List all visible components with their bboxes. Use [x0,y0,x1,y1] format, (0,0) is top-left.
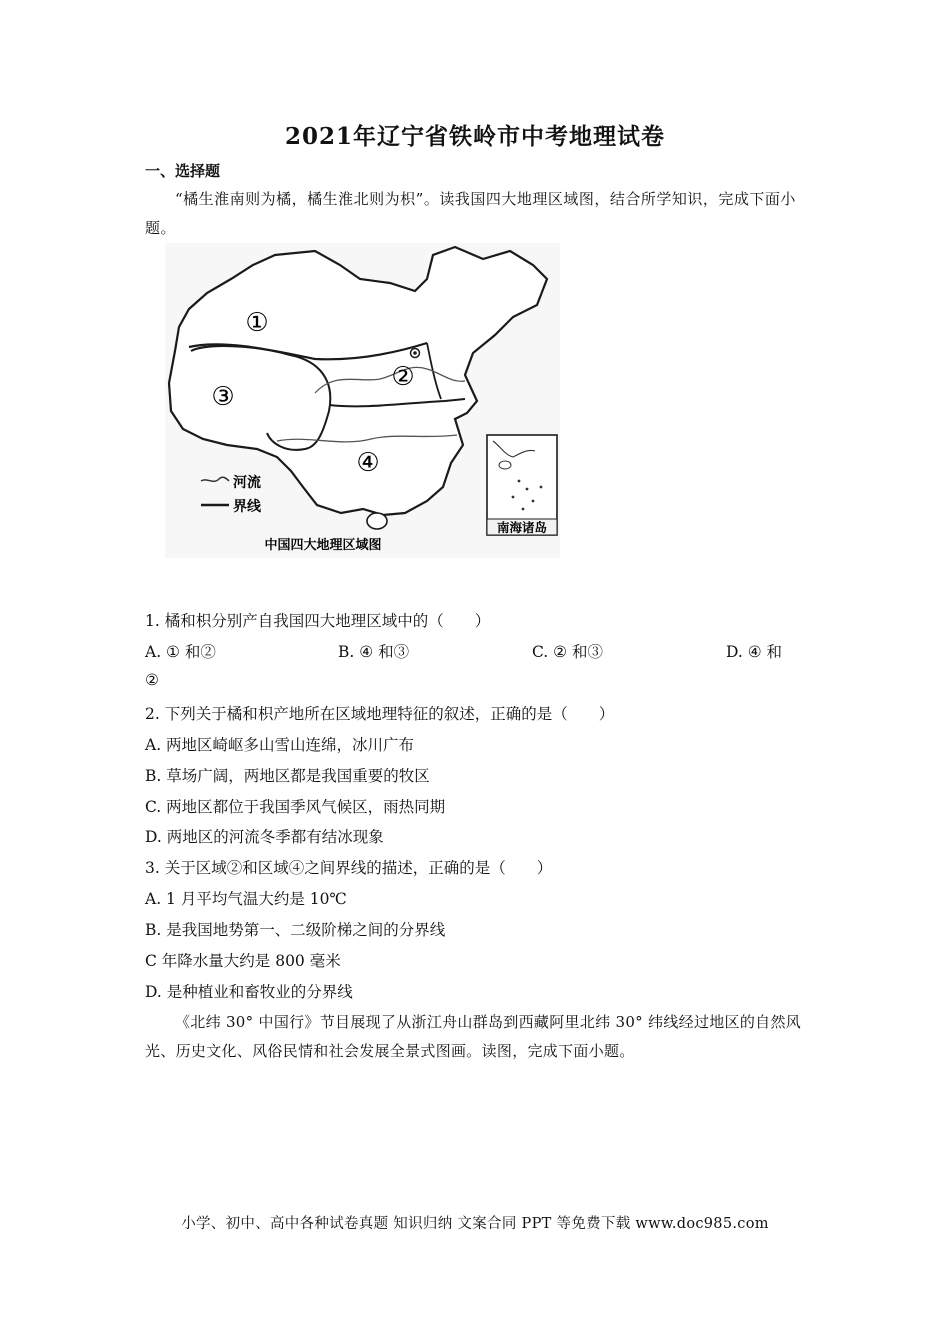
section-heading: 一、选择题 [145,162,221,180]
question-3-stem: 3. 关于区域②和区域④之间界线的描述，正确的是（ ） [145,859,553,877]
legend-boundary-label: 界线 [233,499,261,515]
region-label-1: ① [245,308,269,338]
question-3-option-b: B. 是我国地势第一、二级阶梯之间的分界线 [145,921,446,939]
inset-caption: 南海诸岛 [496,520,548,535]
inset-island [512,496,515,499]
question-3-option-d: D. 是种植业和畜牧业的分界线 [145,983,353,1001]
question-2-option-a: A. 两地区崎岖多山雪山连绵，冰川广布 [145,736,415,754]
question-1-stem: 1. 橘和枳分别产自我国四大地理区域中的（ ） [145,612,491,630]
question-1-option-d: D. ④ 和 [726,643,783,661]
capital-dot [413,351,417,355]
hainan-island [367,513,387,529]
question-1-option-d-continued: ② [145,671,159,689]
question-2-stem: 2. 下列关于橘和枳产地所在区域地理特征的叙述，正确的是（ ） [145,705,615,723]
inset-island [522,508,525,511]
intro-paragraph-1: “橘生淮南则为橘，橘生淮北则为枳”。读我国四大地理区域图，结合所学知识，完成下面小题。 [145,190,796,237]
legend-river-label: 河流 [233,475,261,491]
question-1-option-b: B. ④ 和③ [338,643,410,661]
intro-paragraph-2: 《北纬 30° 中国行》节目展现了从浙江舟山群岛到西藏阿里北纬 30° 纬线经过地区的自然风光、历史文化、风俗民情和社会发展全景式图画。读图，完成下面小题。 [145,1013,802,1060]
question-3-option-c: C 年降水量大约是 800 毫米 [145,952,341,970]
inset-island [532,500,535,503]
region-label-4: ④ [356,448,380,478]
map-caption: 中国四大地理区域图 [264,538,382,553]
footer-text: 小学、初中、高中各种试卷真题 知识归纳 文案合同 PPT 等免费下载 www.doc985.com [181,1216,769,1232]
question-1-option-a: A. ① 和② [145,643,216,661]
china-regions-map [165,243,560,558]
question-2-option-c: C. 两地区都位于我国季风气候区，雨热同期 [145,798,446,816]
question-3-option-a: A. 1 月平均气温大约是 10℃ [145,890,347,908]
question-2-option-b: B. 草场广阔，两地区都是我国重要的牧区 [145,767,430,785]
question-2-option-d: D. 两地区的河流冬季都有结冰现象 [145,828,384,846]
inset-island [540,486,543,489]
page-title: 2021年辽宁省铁岭市中考地理试卷 [284,123,665,150]
region-label-3: ③ [211,382,235,412]
region-label-2: ② [391,362,415,392]
question-1-option-c: C. ② 和③ [532,643,603,661]
inset-island [526,488,529,491]
inset-island [518,480,521,483]
